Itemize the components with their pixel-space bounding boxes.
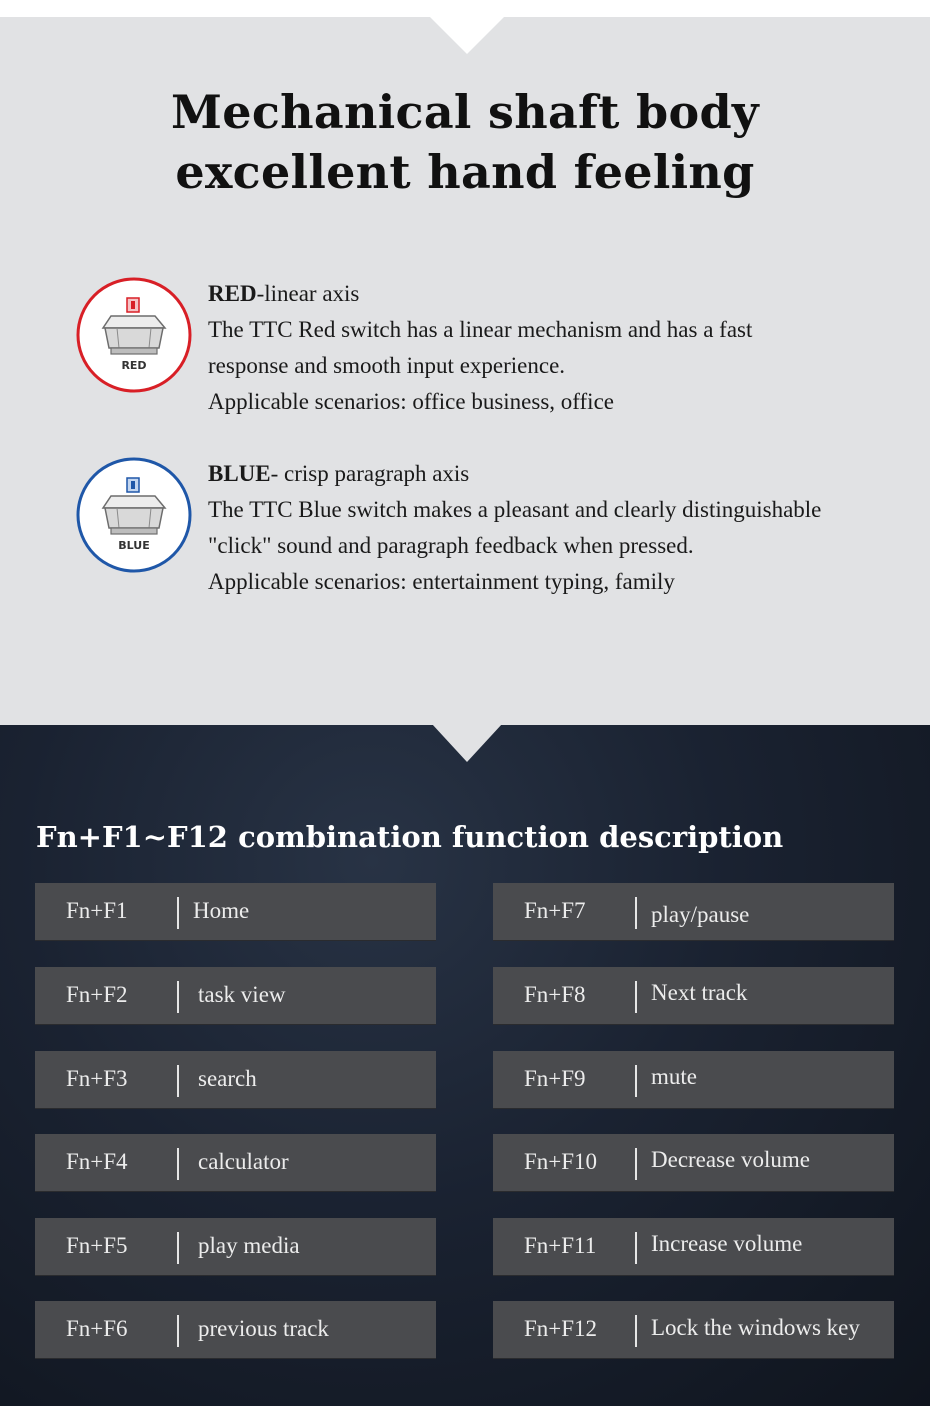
fn-desc: Next track [651,980,748,1005]
fn-key: Fn+F6 [66,1316,128,1341]
fn-key: Fn+F12 [524,1316,598,1341]
blue-switch-heading [208,456,923,492]
red-switch-desc-2: response and smooth input experience. [208,353,566,378]
fn-separator [635,1065,637,1097]
blue-switch-text [208,456,923,600]
fn-separator [177,1065,179,1097]
fn-desc: search [198,1066,257,1091]
blue-switch-type: - crisp paragraph axis [270,461,470,486]
blue-switch-desc-1: The TTC Blue switch makes a pleasant and clearly distinguishable [208,497,822,522]
fn-section-title: Fn+F1~F12 combination function description [36,820,784,854]
fn-desc: play/pause [651,902,750,927]
fn-separator [635,897,637,929]
fn-row-f6 [35,1301,436,1359]
fn-desc: mute [651,1064,697,1089]
fn-key: Fn+F4 [66,1149,128,1174]
red-icon-label: RED [121,359,147,372]
fn-row-f10 [493,1134,894,1192]
fn-key: Fn+F9 [524,1066,586,1091]
blue-switch-name: BLUE [208,461,271,486]
fn-separator [635,981,637,1013]
red-switch-icon [75,276,193,394]
fn-key: Fn+F2 [66,982,128,1007]
title-line-1: Mechanical shaft body [171,85,759,139]
blue-switch-item [0,456,930,606]
fn-row-f7 [493,883,894,941]
title-line-2: excellent hand feeling [175,145,755,199]
fn-key: Fn+F10 [524,1149,598,1174]
fn-desc: play media [198,1233,300,1258]
fn-desc: Home [193,898,250,923]
fn-row-f5 [35,1218,436,1276]
top-notch [430,17,504,54]
fn-row-f8 [493,967,894,1025]
fn-key: Fn+F8 [524,982,586,1007]
fn-key: Fn+F1 [66,898,128,923]
fn-desc: Increase volume [651,1231,803,1256]
fn-desc: calculator [198,1149,289,1174]
fn-desc: Lock the windows key [651,1315,860,1340]
fn-key: Fn+F5 [66,1233,128,1258]
fn-separator [635,1232,637,1264]
fn-separator [177,1232,179,1264]
bottom-notch [432,724,502,762]
fn-desc: task view [198,982,286,1007]
fn-separator [635,1315,637,1347]
fn-row-f12 [493,1301,894,1359]
fn-row-f1 [35,883,436,941]
fn-key: Fn+F3 [66,1066,128,1091]
red-switch-desc-1: The TTC Red switch has a linear mechanism and has a fast [208,317,753,342]
fn-separator [177,1148,179,1180]
fn-row-f2 [35,967,436,1025]
red-switch-text [208,276,923,420]
fn-row-f4 [35,1134,436,1192]
fn-row-f11 [493,1218,894,1276]
blue-switch-scenarios: Applicable scenarios: entertainment typing, family [208,569,675,594]
section-title [0,82,930,202]
fn-desc: Decrease volume [651,1147,811,1172]
fn-row-f3 [35,1051,436,1109]
fn-desc: previous track [198,1316,329,1341]
fn-separator [177,981,179,1013]
blue-switch-desc-2: "click" sound and paragraph feedback when pressed. [208,533,694,558]
red-switch-name: RED [208,281,257,306]
red-switch-type: -linear axis [256,281,360,306]
fn-row-f9 [493,1051,894,1109]
fn-key: Fn+F11 [524,1233,597,1258]
red-switch-item [0,276,930,426]
red-switch-scenarios: Applicable scenarios: office business, office [208,389,614,414]
red-switch-heading [208,276,923,312]
fn-key: Fn+F7 [524,898,586,923]
fn-separator [177,1315,179,1347]
blue-switch-icon [75,456,193,574]
blue-icon-label: BLUE [118,539,150,552]
fn-separator [177,897,179,929]
fn-separator [635,1148,637,1180]
